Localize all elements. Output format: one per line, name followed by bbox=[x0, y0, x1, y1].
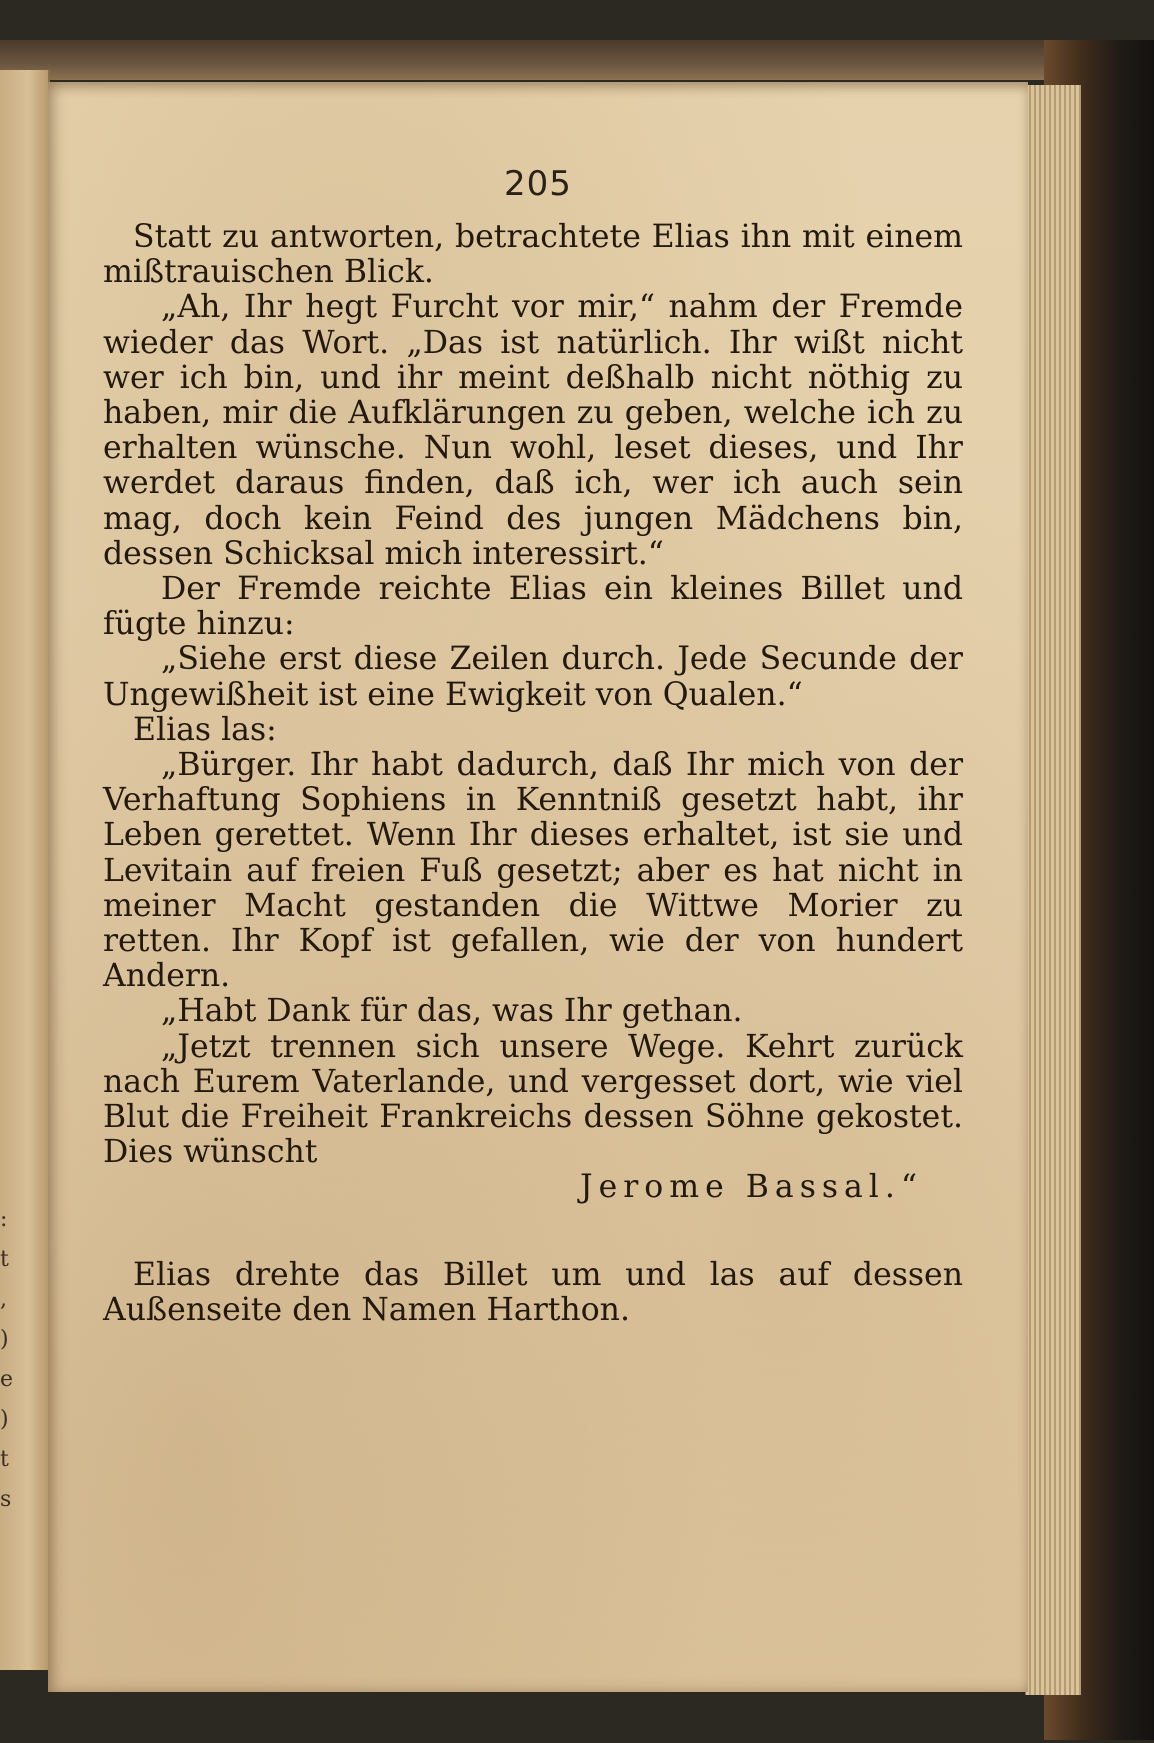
paragraph: „Jetzt trennen sich unsere Wege. Kehrt zurück nach Eurem Vaterlande, und vergesset dort, wie viel Blut die Freiheit Frankreichs dessen Söhne gekostet. Dies wünscht bbox=[103, 1028, 963, 1171]
right-page bbox=[48, 82, 1028, 1692]
left-mark: ) bbox=[0, 1327, 9, 1352]
left-page-sliver bbox=[0, 70, 50, 1670]
paragraph-gap bbox=[103, 1206, 963, 1258]
left-mark: s bbox=[0, 1487, 12, 1512]
letter-signature: Jerome Bassal.“ bbox=[579, 1169, 923, 1206]
left-mark: e bbox=[0, 1367, 14, 1392]
paragraph: „Ah, Ihr hegt Furcht vor mir,“ nahm der Fremde wieder das Wort. „Das ist natürlich. Ihr wißt nicht wer ich bin, und ihr meint deßhalb nicht nöthig zu haben, mir die Aufklärungen zu geben, welche ich zu erhalten wünsche. Nun wohl, leset dieses, und Ihr werdet daraus finden, daß ich, wer ich auch sein mag, doch kein Feind des jungen Mädchens bin, dessen Schicksal mich interessirt.“ bbox=[103, 289, 963, 572]
paragraph: Der Fremde reichte Elias ein kleines Billet und fügte hinzu: bbox=[103, 571, 963, 643]
paragraph: „Habt Dank für das, was Ihr gethan. bbox=[161, 993, 743, 1030]
paragraph: „Bürger. Ihr habt dadurch, daß Ihr mich von der Verhaftung Sophiens in Kenntniß gesetzt habt, ihr Leben gerettet. Wenn Ihr dieses erhaltet, ist sie und Levitain auf freien Fuß gesetzt; aber es hat nicht in meiner Macht gestanden die Wittwe Morier zu retten. Ihr Kopf ist gefallen, wie der von hundert Andern. bbox=[103, 747, 963, 995]
paragraph: Statt zu antworten, betrachtete Elias ihn mit einem mißtrauischen Blick. bbox=[103, 219, 963, 291]
top-cover-edge bbox=[0, 40, 1100, 80]
left-mark: , bbox=[0, 1287, 7, 1312]
left-mark: ) bbox=[0, 1407, 9, 1432]
page-body bbox=[103, 220, 963, 1328]
left-mark: t bbox=[0, 1247, 9, 1272]
page-edges bbox=[1025, 85, 1081, 1695]
left-mark: : bbox=[0, 1207, 8, 1232]
closing-paragraph: Elias drehte das Billet um und las auf dessen Außenseite den Namen Harthon. bbox=[103, 1256, 963, 1328]
paragraph: Elias las: bbox=[133, 711, 277, 748]
page-number: 205 bbox=[504, 164, 572, 204]
left-page-marks bbox=[0, 1200, 14, 1520]
paragraph: „Siehe erst diese Zeilen durch. Jede Secunde der Ungewißheit ist eine Ewigkeit von Qualen.“ bbox=[103, 641, 963, 713]
left-mark: t bbox=[0, 1447, 9, 1472]
